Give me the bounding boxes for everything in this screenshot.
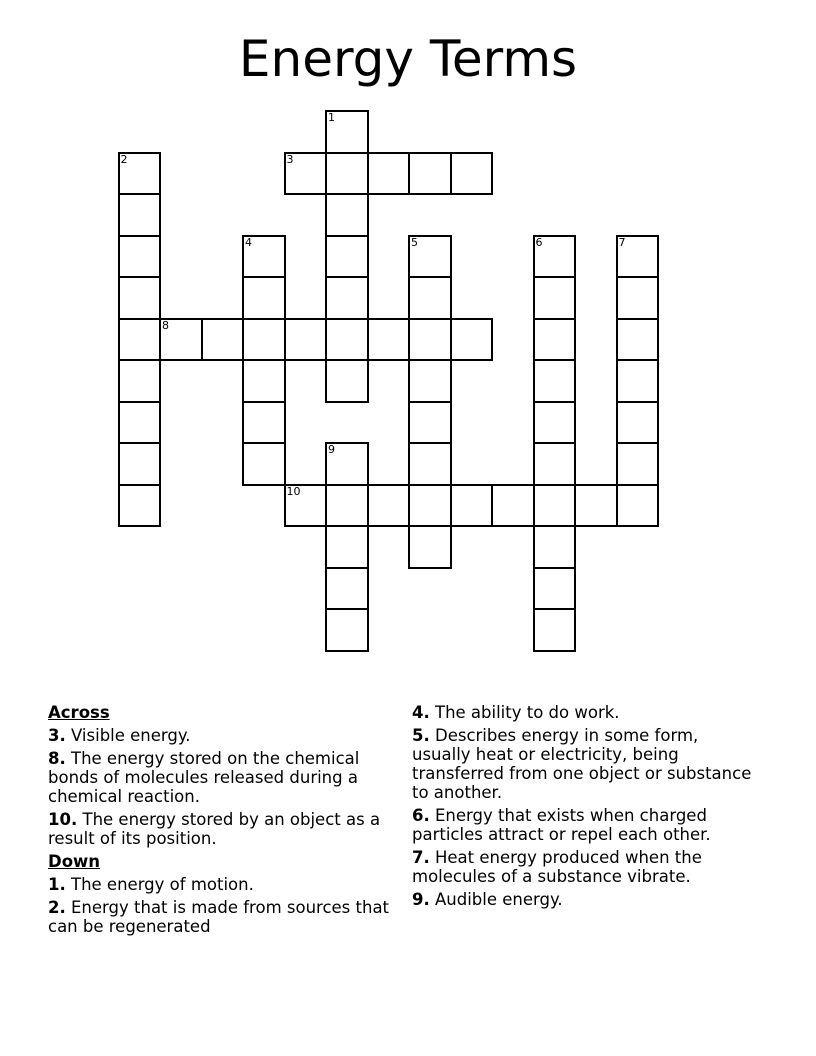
clue-down-9: 9. Audible energy.	[412, 890, 563, 909]
grid-cell[interactable]	[408, 152, 452, 196]
clue-down-5: 5. Describes energy in some form, usually heat or electricity, being transferred from one object or substance to another.	[412, 726, 752, 802]
grid-cell[interactable]	[408, 276, 452, 320]
grid-cell[interactable]	[118, 193, 162, 237]
grid-cell[interactable]	[118, 235, 162, 279]
clue-across-8: 8. The energy stored on the chemical bonds of molecules released during a chemical reaction.	[48, 749, 360, 806]
grid-cell[interactable]	[450, 152, 494, 196]
grid-cell[interactable]	[325, 359, 369, 403]
grid-cell[interactable]	[616, 442, 660, 486]
grid-cell[interactable]	[325, 608, 369, 652]
grid-cell-2[interactable]	[118, 152, 162, 196]
grid-cell[interactable]	[242, 318, 286, 362]
down-heading: Down	[48, 852, 101, 871]
grid-cell[interactable]	[533, 525, 577, 569]
grid-cell[interactable]	[325, 525, 369, 569]
grid-cell[interactable]	[325, 318, 369, 362]
clue-down-4: 4. The ability to do work.	[412, 703, 620, 722]
cell-number: 8	[162, 318, 169, 332]
clue-across-10: 10. The energy stored by an object as a result of its position.	[48, 810, 381, 848]
grid-cell[interactable]	[491, 484, 535, 528]
grid-cell[interactable]	[408, 442, 452, 486]
grid-cell-5[interactable]	[408, 235, 452, 279]
grid-cell[interactable]	[242, 442, 286, 486]
grid-cell[interactable]	[408, 359, 452, 403]
grid-cell[interactable]	[408, 401, 452, 445]
grid-cell-10[interactable]	[284, 484, 328, 528]
page-title: Energy Terms	[238, 30, 578, 88]
grid-cell[interactable]	[616, 484, 660, 528]
grid-cell[interactable]	[533, 442, 577, 486]
cell-number: 5	[411, 235, 418, 249]
clue-down-1: 1. The energy of motion.	[48, 875, 254, 894]
grid-cell[interactable]	[533, 276, 577, 320]
clue-down-7: 7. Heat energy produced when the molecules of a substance vibrate.	[412, 848, 702, 886]
grid-cell-9[interactable]	[325, 442, 369, 486]
grid-cell[interactable]	[533, 567, 577, 611]
across-heading: Across	[48, 703, 110, 722]
grid-cell-1[interactable]	[325, 110, 369, 154]
grid-cell[interactable]	[408, 484, 452, 528]
grid-cell[interactable]	[367, 484, 411, 528]
clue-down-6: 6. Energy that exists when charged particles attract or repel each other.	[412, 806, 711, 844]
grid-cell[interactable]	[242, 276, 286, 320]
grid-cell[interactable]	[118, 442, 162, 486]
cell-number: 4	[245, 235, 252, 249]
grid-cell[interactable]	[533, 401, 577, 445]
grid-cell[interactable]	[325, 193, 369, 237]
grid-cell[interactable]	[118, 318, 162, 362]
grid-cell[interactable]	[574, 484, 618, 528]
grid-cell-4[interactable]	[242, 235, 286, 279]
grid-cell[interactable]	[533, 484, 577, 528]
grid-cell[interactable]	[325, 152, 369, 196]
grid-cell[interactable]	[284, 318, 328, 362]
grid-cell[interactable]	[325, 484, 369, 528]
grid-cell-7[interactable]	[616, 235, 660, 279]
grid-cell[interactable]	[450, 318, 494, 362]
grid-cell[interactable]	[533, 608, 577, 652]
grid-cell[interactable]	[533, 359, 577, 403]
grid-cell[interactable]	[118, 359, 162, 403]
grid-cell-3[interactable]	[284, 152, 328, 196]
cell-number: 7	[618, 235, 626, 249]
grid-cell[interactable]	[616, 318, 660, 362]
grid-cell[interactable]	[118, 276, 162, 320]
grid-cell[interactable]	[533, 318, 577, 362]
grid-cell[interactable]	[450, 484, 494, 528]
cell-number: 10	[286, 484, 301, 498]
cell-number: 2	[120, 152, 128, 166]
grid-cell[interactable]	[201, 318, 245, 362]
grid-cell[interactable]	[242, 359, 286, 403]
grid-cell[interactable]	[616, 276, 660, 320]
grid-cell[interactable]	[367, 152, 411, 196]
grid-cell[interactable]	[408, 318, 452, 362]
cell-number: 3	[286, 152, 294, 166]
clue-across-3: 3. Visible energy.	[48, 726, 191, 745]
grid-cell[interactable]	[325, 235, 369, 279]
grid-cell[interactable]	[367, 318, 411, 362]
clues-column-left	[48, 703, 398, 940]
clue-down-2: 2. Energy that is made from sources that can be regenerated	[48, 898, 390, 936]
grid-cell-8[interactable]	[159, 318, 203, 362]
grid-cell[interactable]	[118, 401, 162, 445]
grid-cell[interactable]	[408, 525, 452, 569]
grid-cell[interactable]	[325, 567, 369, 611]
grid-cell[interactable]	[118, 484, 162, 528]
grid-cell[interactable]	[616, 401, 660, 445]
cell-number: 6	[535, 235, 543, 249]
cell-number: 9	[328, 443, 335, 456]
clues-column-right	[412, 703, 757, 913]
grid-cell[interactable]	[325, 276, 369, 320]
grid-cell[interactable]	[616, 359, 660, 403]
cell-number: 1	[328, 111, 335, 124]
grid-cell-6[interactable]	[533, 235, 577, 279]
grid-cell[interactable]	[242, 401, 286, 445]
